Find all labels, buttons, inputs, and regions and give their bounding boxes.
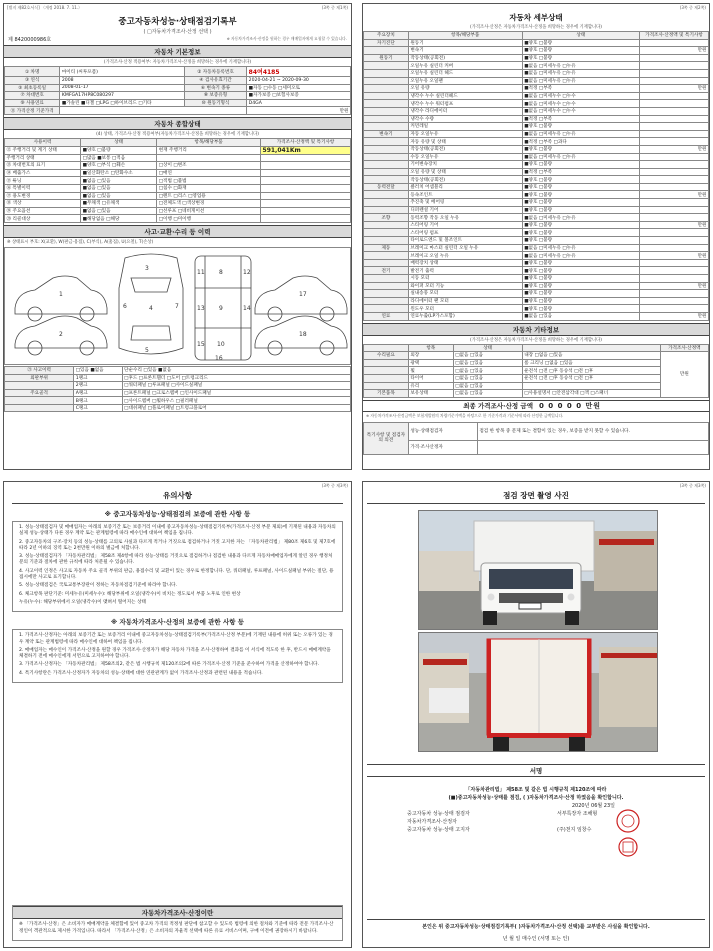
photo-title: 점검 장면 촬영 사진: [367, 490, 705, 504]
table-row: 휠 □없음 □있음 운전석 □전 □후 동승석 □전 □후: [364, 367, 709, 375]
table-row: 변속기 자동 오일누유 ■없음 □미세누유 □누유: [364, 130, 709, 138]
part-number: 9: [219, 304, 223, 312]
table-row: ⑲ 주요옵션 ■없음 □있음 □선루프 □네비게이션: [5, 207, 351, 215]
table-row: 작동상태(공회전) ■양호 □불량 만원: [364, 145, 709, 153]
part-number: 15: [197, 340, 205, 348]
table-row: 브레이크 오일 누유 ■없음 □미세누유 □누유 만원: [364, 252, 709, 260]
table-row: 타이로드엔드 및 볼조인트 ■양호 □불량: [364, 237, 709, 245]
notice-box-inspection: [12, 521, 343, 612]
section-note: (4) 상태, 가격조사·산정 적용여부(자동차가격조사·산정을 희망하는 경우에 기재합니다): [96, 131, 259, 137]
table-row: 커먼레일 ■양호 □불량: [364, 123, 709, 131]
final-amount-value: 0 0 0 0 0 만원: [539, 401, 602, 410]
table-row: ⑮ 튜닝 ■없음 □있음 □적법 □불법: [5, 177, 351, 185]
signer-row: 중고자동차 성능·상태 고지자 (주)천지 임창수: [407, 827, 592, 833]
table-row: 주행거리 상태 □많음 ■보통 □적음: [5, 154, 351, 162]
table-row: ⑯ 특별이력 ■없음 □있음 □침수 □화재: [5, 184, 351, 192]
notice-item: 1. 성능·상태점검자 및 매매업자는 아래의 보증기간 또는 보증거리 이내에 중고자동차성능·상태점검기록부(가격조사·산정 부분 제외)에 기재된 내용과 자동차의 실제 성능·상태가 다른 경우 계약 또는 관계법령에 따라 매수인에 대하여 책임을 집니다.: [19, 525, 336, 537]
receipt-section: [367, 919, 705, 943]
sign-date: 2020년 06월 23일: [571, 803, 615, 809]
table-row: ⑪ 가격산정 기준가격 만원: [5, 107, 351, 115]
signature-title: 서명: [367, 764, 705, 777]
table-row: 자기진단 원동기 ■양호 □불량: [364, 39, 709, 47]
part-number: 10: [217, 340, 225, 348]
table-row: 추진축 및 베어링 ■양호 □불량: [364, 199, 709, 207]
table-row: ⑬ 차대번호의 표기 ■양호 □부식 □훼손 □상이 □변조: [5, 162, 351, 170]
notice-item: 5. 성능·상태점검은 국토교통부장관이 정하는 자동차점검기준에 따라야 합니다.: [19, 583, 178, 589]
etc-info-table: [363, 344, 709, 398]
inspection-photo-rear: [418, 632, 658, 752]
car-outline-drawing: [5, 248, 352, 366]
pricing-info-box: [12, 905, 343, 941]
table-row: 동력전달 클러치 어셈블리 ■양호 □불량: [364, 183, 709, 191]
table-row: ⑨ 사용연료 ■가솔린 ■디젤 □LPG □하이브리드 □기타 ⑩ 원동기형식 D4GA: [5, 99, 351, 107]
table-row: ⑱ 색상 ■무채색 □유채색 □전체도색 □색상변경: [5, 200, 351, 208]
part-number: 11: [197, 268, 205, 276]
page-number: (3쪽 중 제3쪽): [679, 483, 706, 488]
part-number: 6: [123, 302, 127, 310]
mileage-value: 591,041Km: [261, 146, 351, 154]
part-number: 12: [243, 268, 251, 276]
table-row: 타이어 □없음 □있음 운전석 □전 □후 동승석 □전 □후: [364, 374, 709, 382]
table-row: C랭크 □대쉬패널 □플로어패널 □트렁크플로어: [5, 404, 351, 412]
table-row: 등속조인트 ■양호 □불량 만원: [364, 191, 709, 199]
table-row: 스티어링 펌프 ■양호 □불량: [364, 229, 709, 237]
table-row: 기어변속장치 ■양호 □불량: [364, 161, 709, 169]
table-row: 작동상태(공회전) ■양호 □불량: [364, 176, 709, 184]
table-header: 사용이력 상태 항목/해당부품 가격조사·산정액 및 특기사항: [5, 138, 351, 146]
part-number: 3: [145, 264, 149, 272]
doc-number: 제 8420000986호: [8, 37, 52, 43]
part-number: 17: [299, 290, 307, 298]
table-row: 2랭크 □쿼터패널 □루프패널 □사이드실패널: [5, 382, 351, 390]
table-row: 스티어링 기어 ■양호 □불량 만원: [364, 221, 709, 229]
notice-title: 유의사항: [12, 490, 343, 504]
page-title: 중고자동차성능·상태점검기록부: [118, 17, 237, 27]
notice-item: 3. 성능·상태점검자가 「자동차관리법」 제58조 제4항에 따라 성능·상태를 거짓으로 점검하거나 점검한 내용과 다르게 자동차매매업자에게 알린 경우 행정처분의 기준과 절차에 관한 규칙에 따라 처분될 수 있습니다.: [19, 554, 333, 566]
table-row: 전기 발전기 출력 ■양호 □불량: [364, 267, 709, 275]
table-row: 수동 오일누유 ■없음 □미세누유 □누유: [364, 153, 709, 161]
stamp-seal: [615, 808, 641, 834]
table-row: 오일누유 실린더 헤드 ■없음 □미세누유 □누유: [364, 69, 709, 77]
table-row: ⑦ 차대번호 KMFGA17HP8C080297 ⑧ 보증유형 ■자가보증 □보험사보증: [5, 92, 351, 100]
signature-section: [367, 786, 705, 834]
notice-item: 4. 특기사항란은 가격조사·산정자가 자동차의 성능·상태에 대한 연관관계가 없이 가격조사·산정과 관련된 내용을 적습니다.: [19, 670, 263, 676]
law-text: 「자동차관리법」 제58조 및 같은 법 시행규칙 제120조에 따라: [465, 787, 607, 793]
page-1: [3, 3, 352, 470]
table-row: 디퍼렌셜 기어 ■양호 □불량: [364, 206, 709, 214]
notice-text: ※ 자동차가격조사·산정을 원하는 경우 매매업자에게 요청할 수 있습니다.: [226, 36, 347, 41]
detail-state-table: [363, 31, 709, 321]
table-row: ⑳ 리콜대상 ■해당없음 □해당 □이행 □미이행: [5, 215, 351, 223]
notice-item: 6. 체크항목 판단기준: 미세누유(미세누수): 해당부위에 오일(냉각수)이 비치는 정도로서 부품 노후로 인한 현상: [19, 591, 241, 597]
table-header: 주요장치 항목/해당부품 상태 가격조사·산정액 및 특기사항: [364, 32, 709, 40]
page-number: (3쪽 중 제1쪽): [321, 5, 348, 10]
pricing-info-text: ※ 「가격조사·산정」은 소비자가 매매계약을 체결함에 있어 중고차 가격의 적정성 판단에 참고할 수 있도록 법령에 의한 절차와 기준에 따라 전문 가격조사·산정인이 객관적으로 제시한 가격입니다. 따라서 「가격조사·산정」은 소비자의 자율적 선택에 따른 유료 서비스이며, 구매 이전에 권장하시기 바랍니다.: [19, 922, 334, 934]
table-row: 수리필요 외장 □없음 □있음 내장 □없음 □있음 만원: [364, 352, 709, 360]
notice-item: 2. 매매업자는 매수인이 가격조사·산정을 원할 경우 가격조사·산정자가 해당 자동차 가격을 조사·산정하여 결과를 이 서식에 적도록 한 후, 반드시 매매계약을 체결하기 전에 매수인에게 서면으로 고지하여야 합니다.: [19, 647, 331, 660]
signer-row: 중고자동차 성능·상태 점검자 서부특장자 조해형: [407, 811, 598, 817]
table-row: ⑭ 배출가스 ■일산화탄소 □탄화수소 □매연: [5, 169, 351, 177]
table-row: ⑫ 주행거리 및 계기 상태 ■양호 □불량 현재 주행거리 591,041Km: [5, 146, 351, 154]
receipt-text: 본인은 위 중고자동차성능·상태점검기록부( )자동차가격조사·산정 선택)를 교부받은 사실을 확인합니다.: [422, 924, 650, 930]
basic-info-table: [4, 66, 351, 115]
table-row: 오일 유량 ■적정 □부족 만원: [364, 85, 709, 93]
table-row: 오일 유량 및 상태 ■적정 □부족: [364, 168, 709, 176]
table-row: 변속기 ■양호 □불량 만원: [364, 47, 709, 55]
page-number: (3쪽 중 제3쪽): [321, 483, 348, 488]
plate-number: 84여4185: [247, 67, 351, 77]
section-note: (가격조사·산정 적용여부: 자동차가격조사·산정을 희망하는 경우에 기재합니다): [103, 60, 252, 65]
part-number: 8: [219, 268, 223, 276]
section-basic-info: 자동차 기본정보: [4, 45, 351, 58]
table-row: B랭크 □사이드멤버 □휠하우스 □필러패널: [5, 397, 351, 405]
truck-front-image: [419, 511, 658, 630]
section-note: (가격조사·산정은 자동차가격조사·산정을 희망하는 경우에 기재합니다): [470, 337, 602, 343]
table-row: 시동 모터 ■양호 □불량: [364, 275, 709, 283]
signer-row: 자동차가격조사·산정자: [407, 819, 457, 825]
table-row: 냉각수 라디에이터 ■없음 □미세누수 □누수: [364, 107, 709, 115]
notice-item: 4. 사고이력 인정은 사고로 자동차 주요 골격 부위의 판금, 용접수리 및 교환이 있는 경우로 한정합니다. 단, 쿼터패널, 루프패널, 사이드실패널 부위는 절단, 용접시에만 사고로 표기합니다.: [19, 568, 334, 581]
table-row: 유리 □없음 □있음: [364, 382, 709, 390]
page-number: (3쪽 중 제2쪽): [679, 5, 706, 10]
notice-heading-inspection: ※ 중고자동차성능·상태점검의 보증에 관한 사항 등: [104, 510, 251, 518]
remark-table: [363, 422, 709, 455]
signer-list: [367, 810, 705, 834]
form-header: [별지 제82호서식] 〈개정 2018. 7. 11.〉: [7, 5, 83, 10]
notice-heading-pricing: ※ 자동차가격조사·산정의 보증에 관한 사항 등: [110, 618, 245, 627]
part-number: 1: [59, 290, 63, 298]
part-number: 16: [215, 354, 223, 362]
table-row: 기본품목 보유상태 □없음 □있음 □사용설명서 □안전삼각대 □잭 □스패너: [364, 390, 709, 398]
table-row: 와이퍼 모터 기능 ■양호 □불량 만원: [364, 282, 709, 290]
table-row: 외판부위 1랭크 □후드 □프론트휀더 □도어 □트렁크리드: [5, 374, 351, 382]
page-2: [362, 3, 710, 470]
receipt-sign-line: 년 월 일 매수인 (서명 또는 인): [502, 936, 570, 942]
table-row: 라디에이터 팬 모터 ■양호 □불량: [364, 297, 709, 305]
section-overall-state: 자동차 종합상태: [4, 117, 351, 130]
table-row: ⑰ 용도변경 ■없음 □있음 □렌트 □리스 □영업용: [5, 192, 351, 200]
part-number: 2: [59, 330, 63, 338]
section-note: ※ 상태표시 부호: X(교환), W(판금·용접), C(부식), A(흠집), U(요철), T(손상): [7, 239, 154, 245]
section-accident-history: 사고·교환·수리 등 이력: [4, 225, 351, 238]
notice-item: 3. 가격조사·산정자는 「자동차관리법」 제58조의2, 같은 법 시행규칙 제120조의2에 따른 가격조사·산정 기준을 준수하여 가격을 산정하여야 합니다.: [19, 662, 319, 668]
accident-table: [4, 366, 351, 413]
section-etc-info: 자동차 기타정보: [363, 323, 709, 336]
pricing-info-title: 자동차가격조사·산정이란: [13, 906, 342, 919]
table-row: 원동기 작동상태(공회전) ■양호 □불량: [364, 54, 709, 62]
part-number: 14: [243, 304, 251, 312]
page-3: [3, 481, 352, 948]
section-note: (가격조사·산정은 자동차가격조사·산정을 희망하는 경우에 기재합니다): [470, 25, 602, 30]
part-number: 5: [145, 346, 149, 354]
inspection-photo-front: [418, 510, 658, 630]
page-4: [362, 481, 710, 948]
table-row: 주요골격 A랭크 □프론트패널 □크로스멤버 □인사이드패널: [5, 389, 351, 397]
table-row: 연료 연료누출(LP가스포함) ■없음 □있음 만원: [364, 312, 709, 320]
table-row: 실내송풍 모터 ■양호 □불량: [364, 290, 709, 298]
table-row: 광택 □없음 □있음 룸 크리닝 □없음 □있음: [364, 359, 709, 367]
table-row: 가격·조사산정자: [364, 440, 709, 454]
notice-box-pricing: [12, 629, 343, 683]
part-number: 4: [149, 304, 153, 312]
table-row: 오일누유 실린더 커버 ■없음 □미세누유 □누유: [364, 62, 709, 70]
final-amount-label: 최종 가격조사·산정 금액: [463, 402, 533, 411]
page-subtitle: ( □자동차가격조사·산정 선택 ): [143, 29, 212, 35]
table-row: 냉각수 수량 ■적정 □부족: [364, 115, 709, 123]
table-row: 조향 동력조향 작동 오일 누유 ■없음 □미세누유 □누유: [364, 214, 709, 222]
table-row: ③ 연식 2008 ④ 검사유효기간 2020-04-21 ~ 2020-09-30: [5, 77, 351, 85]
final-amount-row: [363, 400, 709, 412]
notice-item: 1. 가격조사·산정자는 아래의 보증기간 또는 보증거리 이내에 중고자동차성능·상태점검기록부(가격조사·산정 부분)에 기재된 내용에 허위 또는 오류가 있는 경우 계약 또는 관계법령에 따라 매수인에 대하여 책임을 집니다.: [19, 633, 333, 645]
confirm-text: (■)중고자동차성능·상태를 점검, ( )자동차가격조사·산정 하였음을 확인합니다.: [448, 795, 624, 801]
table-row: 자동 유량 및 상태 ■적정 □부족 □과다: [364, 138, 709, 146]
table-header: 항목 상태 가격조사·산정액: [364, 344, 709, 352]
table-row: 오일누유 오일팬 ■없음 □미세누유 □누유: [364, 77, 709, 85]
table-row: 냉각수 누수 실린더헤드 ■없음 □미세누수 □누수: [364, 92, 709, 100]
car-part-diagram: [4, 247, 351, 365]
overall-state-table: [4, 138, 351, 223]
table-row: 윈도우 모터 ■양호 □불량: [364, 305, 709, 313]
part-number: 13: [197, 304, 205, 312]
final-amount-note: ※ 자동차가격조사·산정금액은 보험개발원의 차량기준가액을 바탕으로 한 기준가격과 기준서에 따라 산정한 금액입니다.: [366, 412, 564, 418]
notice-item: 누유(누수): 해당부위에서 오일(냉각수)이 맺혀서 떨어지는 상태: [19, 599, 146, 605]
detail-title: 자동차 세부상태: [509, 13, 563, 22]
table-row: 특기사항 및 점검자의 의견 성능·상태점검자 점검 한 항목 중 문제 또는 결함이 있는 경우, 보증을 받지 못할 수 있습니다.: [364, 422, 709, 440]
table-row: 냉각수 누수 워터펌프 ■없음 □미세누수 □누수: [364, 100, 709, 108]
etc-amount: 만원: [660, 352, 708, 398]
part-number: 7: [175, 302, 179, 310]
part-number: 18: [299, 330, 307, 338]
table-row: ① 차명 마이티 (씨투포폼) ② 자동차등록번호 84여4185: [5, 67, 351, 77]
table-row: 제동 브레이크 마스터 실린더 오일 누유 ■없음 □미세누유 □누유: [364, 244, 709, 252]
table-row: 배력장치 상태 ■양호 □불량: [364, 259, 709, 267]
truck-rear-image: [419, 633, 658, 752]
table-row: ㉑ 사고이력 □있음 ■없음 단순수리 □있음 ■없음: [5, 366, 351, 374]
notice-item: 2. 중고자동차의 구조·장치 등의 성능·상태를 고의로 사실과 다르게 적거나 거짓으로 점검하거나 거짓 고지한 자는 「자동차관리법」 제80조 제6호 및 제7호에 따라 2년 이하의 징역 또는 2천만원 이하의 벌금에 처합니다.: [19, 539, 336, 551]
table-row: ⑤ 최초등록일 2008-01-17 ⑥ 변속기 종류 ■자동 □수동 □세미오토: [5, 84, 351, 92]
stamp-seal: [617, 836, 639, 858]
